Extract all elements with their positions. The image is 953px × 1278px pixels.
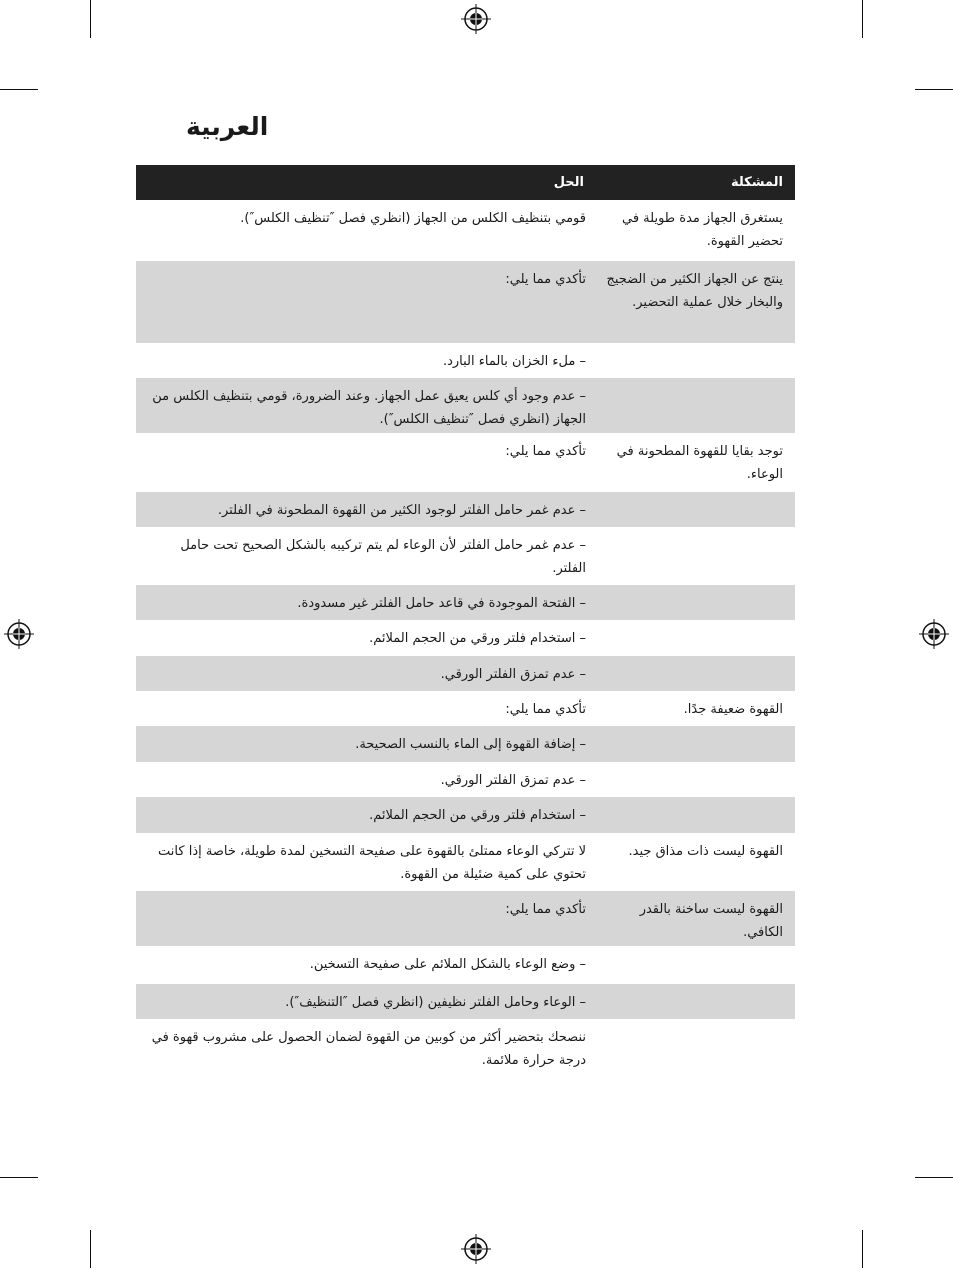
problem-cell: ينتج عن الجهاز الكثير من الضجيج والبخار خلال عملية التحضير. bbox=[606, 272, 783, 310]
problem-cell bbox=[600, 620, 795, 632]
solution-cell: – استخدام فلتر ورقي من الحجم الملائم. bbox=[369, 631, 586, 646]
solution-cell: ننصحك بتحضير أكثر من كوبين من القهوة لضمان الحصول على مشروب قهوة في درجة حرارة ملائمة. bbox=[151, 1030, 586, 1068]
solution-cell: – الفتحة الموجودة في قاعد حامل الفلتر غير مسدودة. bbox=[297, 596, 586, 611]
problem-cell bbox=[600, 492, 795, 504]
table-body bbox=[136, 200, 795, 1077]
solution-cell: – وضع الوعاء بالشكل الملائم على صفيحة التسخين. bbox=[309, 957, 586, 972]
problem-cell bbox=[600, 1019, 795, 1031]
registration-mark-bottom-icon bbox=[461, 1234, 491, 1264]
solution-cell: تأكدي مما يلي: bbox=[505, 902, 586, 917]
table-row bbox=[136, 984, 795, 1019]
page-title: العربية bbox=[186, 112, 269, 141]
table-row bbox=[136, 433, 795, 492]
registration-mark-left-icon bbox=[4, 619, 34, 649]
problem-cell bbox=[600, 656, 795, 668]
table-row bbox=[136, 1019, 795, 1077]
header-solution: الحل bbox=[553, 175, 584, 190]
registration-mark-right-icon bbox=[919, 619, 949, 649]
problem-cell bbox=[600, 343, 795, 355]
header-problem: المشكلة bbox=[730, 175, 783, 190]
problem-cell bbox=[600, 797, 795, 809]
table-row bbox=[136, 378, 795, 433]
problem-cell: القهوة ليست ساخنة بالقدر الكافي. bbox=[639, 902, 783, 940]
table-header bbox=[136, 165, 795, 200]
solution-cell: – عدم تمزق الفلتر الورقي. bbox=[440, 773, 586, 788]
table-row bbox=[136, 891, 795, 946]
problem-cell bbox=[600, 946, 795, 958]
crop-mark-bottom-left-vertical bbox=[90, 1230, 91, 1268]
crop-mark-top-left-vertical bbox=[90, 0, 91, 38]
crop-mark-top-left-horizontal bbox=[0, 89, 38, 90]
solution-cell: – استخدام فلتر ورقي من الحجم الملائم. bbox=[369, 808, 586, 823]
solution-cell: – عدم وجود أي كلس يعيق عمل الجهاز. وعند الضرورة، قومي بتنظيف الكلس من الجهاز (انظري فصل ″تنظيف الكلس″). bbox=[152, 389, 586, 427]
table-row bbox=[136, 492, 795, 527]
solution-cell: تأكدي مما يلي: bbox=[505, 702, 586, 717]
crop-mark-top-right-horizontal bbox=[915, 89, 953, 90]
problem-cell bbox=[600, 762, 795, 774]
problem-cell: توجد بقايا للقهوة المطحونة في الوعاء. bbox=[616, 444, 783, 482]
table-row bbox=[136, 656, 795, 691]
solution-cell: تأكدي مما يلي: bbox=[505, 444, 586, 459]
table-row bbox=[136, 946, 795, 984]
solution-cell: – إضافة القهوة إلى الماء بالنسب الصحيحة. bbox=[355, 737, 586, 752]
crop-mark-bottom-right-vertical bbox=[862, 1230, 863, 1268]
table-row bbox=[136, 833, 795, 891]
table-row bbox=[136, 343, 795, 378]
solution-cell: قومي بتنظيف الكلس من الجهاز (انظري فصل ″تنظيف الكلس″). bbox=[240, 211, 586, 226]
problem-cell bbox=[600, 984, 795, 996]
table-row bbox=[136, 691, 795, 726]
crop-mark-bottom-right-horizontal bbox=[915, 1177, 953, 1178]
solution-cell: – عدم تمزق الفلتر الورقي. bbox=[440, 667, 586, 682]
problem-cell: القهوة ليست ذات مذاق جيد. bbox=[628, 844, 783, 859]
solution-cell: – الوعاء وحامل الفلتر نظيفين (انظري فصل ″التنظيف″). bbox=[285, 995, 586, 1010]
table-row bbox=[136, 797, 795, 833]
solution-cell: تأكدي مما يلي: bbox=[505, 272, 586, 287]
table-row bbox=[136, 585, 795, 620]
registration-mark-top-icon bbox=[461, 4, 491, 34]
solution-cell: – عدم غمر حامل الفلتر لوجود الكثير من القهوة المطحونة في الفلتر. bbox=[217, 503, 586, 518]
crop-mark-bottom-left-horizontal bbox=[0, 1177, 38, 1178]
table-row bbox=[136, 620, 795, 656]
solution-cell: لا تتركي الوعاء ممتلئ بالقهوة على صفيحة التسخين لمدة طويلة، خاصة إذا كانت تحتوي على كمية ضئيلة من القهوة. bbox=[158, 844, 586, 882]
problem-cell bbox=[600, 527, 795, 539]
problem-cell bbox=[600, 378, 795, 390]
solution-cell: – ملء الخزان بالماء البارد. bbox=[442, 354, 586, 369]
table-row bbox=[136, 527, 795, 585]
table-row bbox=[136, 200, 795, 261]
solution-cell: – عدم غمر حامل الفلتر لأن الوعاء لم يتم تركيبه بالشكل الصحيح تحت حامل الفلتر. bbox=[180, 538, 586, 576]
troubleshooting-table bbox=[136, 165, 795, 1077]
crop-mark-top-right-vertical bbox=[862, 0, 863, 38]
problem-cell bbox=[600, 585, 795, 597]
table-row bbox=[136, 762, 795, 797]
problem-cell: القهوة ضعيفة جدًا. bbox=[683, 702, 783, 717]
problem-cell: يستغرق الجهاز مدة طويلة في تحضير القهوة. bbox=[622, 211, 783, 249]
table-row bbox=[136, 726, 795, 762]
problem-cell bbox=[600, 726, 795, 738]
table-row bbox=[136, 261, 795, 343]
